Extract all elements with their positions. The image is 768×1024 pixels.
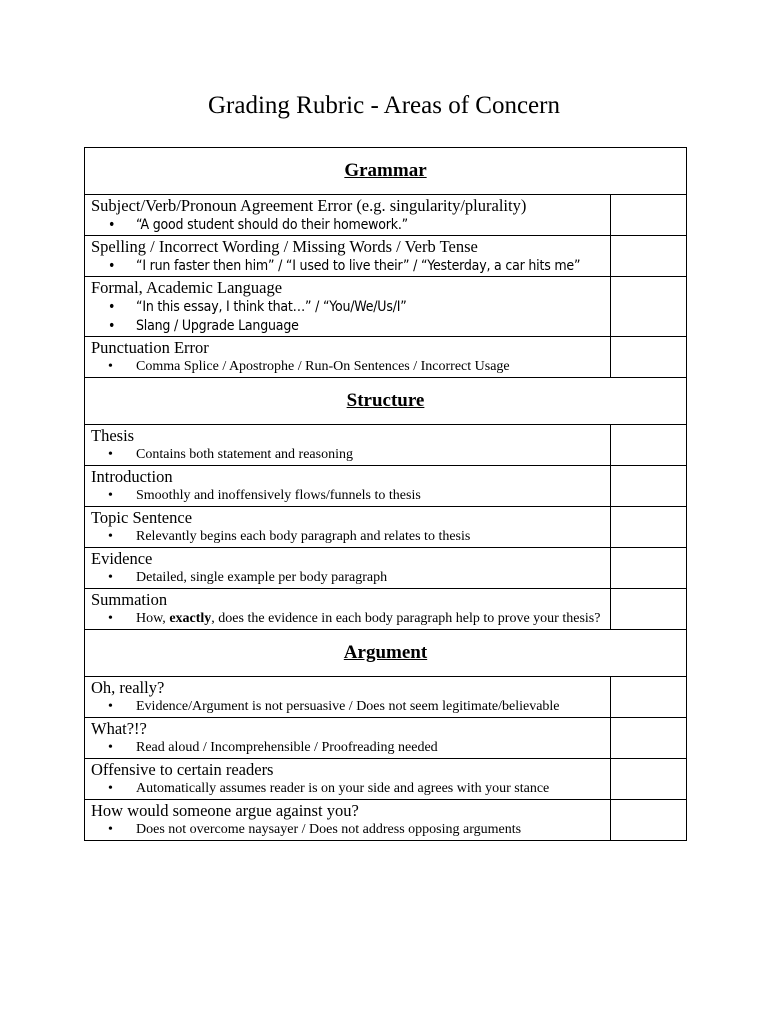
criterion-cell <box>85 277 611 337</box>
criterion-bullet <box>136 528 610 546</box>
criterion-cell <box>85 466 611 507</box>
criterion-row <box>85 195 687 236</box>
criterion-cell <box>85 759 611 800</box>
bullet-text: Detailed, single example per body paragraph <box>136 570 388 585</box>
bullet-text: “I run faster then him” / “I used to live their” / “Yesterday, a car hits me” <box>136 258 581 274</box>
bullet-text: “In this essay, I think that…” / “You/We/Us/I” <box>136 299 407 315</box>
criterion-row <box>85 677 687 718</box>
criterion-bullet-list <box>85 446 610 464</box>
criterion-title: What?!? <box>91 719 147 738</box>
section-heading: Grammar <box>85 148 687 195</box>
score-cell[interactable] <box>611 548 687 589</box>
score-cell[interactable] <box>611 236 687 277</box>
criterion-title: Offensive to certain readers <box>91 760 274 779</box>
criterion-bullet <box>136 317 610 335</box>
criterion-bullet <box>136 739 610 757</box>
criterion-cell <box>85 718 611 759</box>
criterion-bullet-list <box>85 298 610 335</box>
bullet-text: Comma Splice / Apostrophe / Run-On Sentences / Incorrect Usage <box>136 359 510 374</box>
criterion-bullet-list <box>85 487 610 505</box>
score-cell[interactable] <box>611 425 687 466</box>
criterion-row <box>85 337 687 378</box>
criterion-bullet-list <box>85 216 610 234</box>
criterion-cell <box>85 236 611 277</box>
criterion-bullet-list <box>85 739 610 757</box>
criterion-row <box>85 277 687 337</box>
criterion-bullet <box>136 298 610 316</box>
criterion-row <box>85 425 687 466</box>
criterion-bullet-list <box>85 821 610 839</box>
criterion-title: Evidence <box>91 549 153 568</box>
criterion-bullet <box>136 569 610 587</box>
criterion-bullet <box>136 487 610 505</box>
criterion-cell <box>85 425 611 466</box>
criterion-title: Subject/Verb/Pronoun Agreement Error (e.g. singularity/plurality) <box>91 196 527 215</box>
criterion-bullet <box>136 446 610 464</box>
score-cell[interactable] <box>611 277 687 337</box>
criterion-title: Punctuation Error <box>91 338 209 357</box>
criterion-bullet-list <box>85 610 610 628</box>
bullet-text: Smoothly and inoffensively flows/funnels to thesis <box>136 488 421 503</box>
criterion-title: Formal, Academic Language <box>91 278 283 297</box>
score-cell[interactable] <box>611 677 687 718</box>
section-header-row <box>85 378 687 425</box>
bullet-text: , does the evidence in each body paragraph help to prove your thesis? <box>211 611 601 626</box>
criterion-bullet-list <box>85 528 610 546</box>
score-cell[interactable] <box>611 507 687 548</box>
criterion-title: Topic Sentence <box>91 508 193 527</box>
criterion-bullet <box>136 216 610 234</box>
criterion-bullet-list <box>85 358 610 376</box>
section-header-row <box>85 630 687 677</box>
bullet-text: Contains both statement and reasoning <box>136 447 353 462</box>
score-cell[interactable] <box>611 466 687 507</box>
criterion-cell <box>85 677 611 718</box>
bullet-text: Does not overcome naysayer / Does not address opposing arguments <box>136 822 522 837</box>
criterion-bullet <box>136 257 610 275</box>
criterion-bullet <box>136 610 610 628</box>
criterion-row <box>85 718 687 759</box>
criterion-row <box>85 466 687 507</box>
section-heading: Structure <box>85 378 687 425</box>
score-cell[interactable] <box>611 337 687 378</box>
criterion-title: Introduction <box>91 467 173 486</box>
bullet-text: Slang / Upgrade Language <box>136 318 299 334</box>
section-heading: Argument <box>85 630 687 677</box>
criterion-row <box>85 236 687 277</box>
bullet-text: How, <box>136 611 170 626</box>
criterion-cell <box>85 195 611 236</box>
score-cell[interactable] <box>611 800 687 841</box>
bullet-text: Read aloud / Incomprehensible / Proofreading needed <box>136 740 438 755</box>
criterion-row <box>85 507 687 548</box>
section-header-row <box>85 148 687 195</box>
criterion-cell <box>85 589 611 630</box>
criterion-title: How would someone argue against you? <box>91 801 359 820</box>
criterion-row <box>85 759 687 800</box>
criterion-cell <box>85 548 611 589</box>
bullet-text: Automatically assumes reader is on your side and agrees with your stance <box>136 781 550 796</box>
criterion-bullet <box>136 698 610 716</box>
criterion-title: Oh, really? <box>91 678 165 697</box>
criterion-bullet <box>136 821 610 839</box>
score-cell[interactable] <box>611 759 687 800</box>
criterion-bullet <box>136 358 610 376</box>
score-cell[interactable] <box>611 195 687 236</box>
score-cell[interactable] <box>611 589 687 630</box>
score-cell[interactable] <box>611 718 687 759</box>
criterion-bullet-list <box>85 698 610 716</box>
criterion-bullet-list <box>85 780 610 798</box>
criterion-bullet-list <box>85 257 610 275</box>
rubric-table <box>84 147 687 841</box>
criterion-row <box>85 800 687 841</box>
criterion-cell <box>85 800 611 841</box>
criterion-bullet-list <box>85 569 610 587</box>
criterion-cell <box>85 337 611 378</box>
criterion-row <box>85 589 687 630</box>
criterion-title: Thesis <box>91 426 135 445</box>
document-title: Grading Rubric - Areas of Concern <box>208 92 560 119</box>
emphasis-text: exactly <box>169 611 212 626</box>
bullet-text: Relevantly begins each body paragraph and relates to thesis <box>136 529 471 544</box>
criterion-row <box>85 548 687 589</box>
bullet-text: Evidence/Argument is not persuasive / Does not seem legitimate/believable <box>136 699 560 714</box>
criterion-bullet <box>136 780 610 798</box>
criterion-title: Summation <box>91 590 168 609</box>
criterion-title: Spelling / Incorrect Wording / Missing Words / Verb Tense <box>91 237 478 256</box>
bullet-text: “A good student should do their homework.” <box>136 217 408 233</box>
criterion-cell <box>85 507 611 548</box>
